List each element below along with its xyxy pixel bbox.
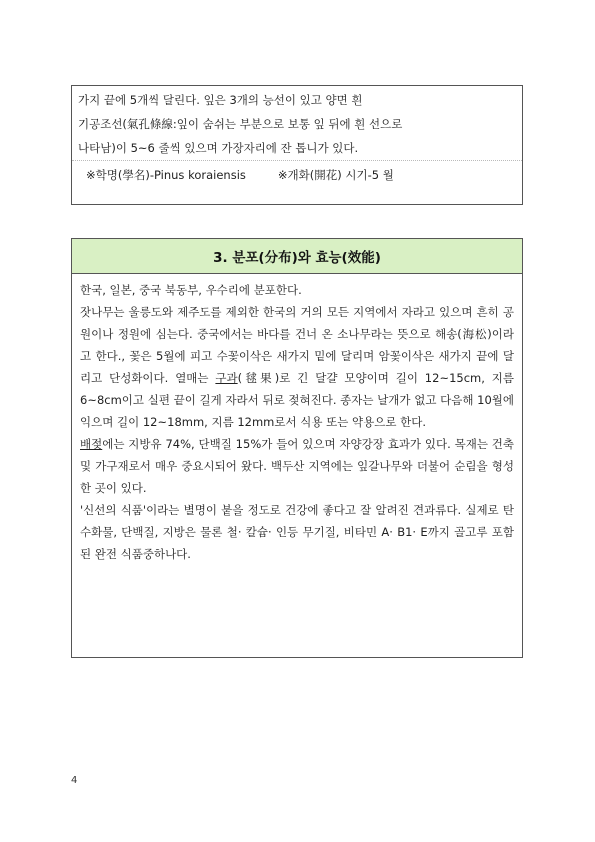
paragraph-nutrition bbox=[80, 433, 514, 499]
description-line-3: 나타남)이 5~6 줄씩 있으며 가장자리에 잔 톱니가 있다. bbox=[78, 141, 359, 155]
underlined-term-endosperm: 배젖 bbox=[80, 437, 103, 451]
description-box bbox=[71, 85, 523, 205]
underlined-term-cone: 구과 bbox=[215, 371, 238, 385]
paragraph-distribution: 한국, 일본, 중국 북동부, 우수리에 분포한다. bbox=[80, 283, 302, 297]
paragraph-description-text-2: (毬果)로 긴 달걀 모양이며 길이 12~15cm, 지름 6~8cm이고 실편 끝이 길게 자라서 뒤로 젖혀진다. 종자는 날개가 없고 다음해 10월에 익으며 길이 12~18mm, 지름 12mm로서 식용 또는 약용으로 한다. bbox=[80, 371, 514, 429]
paragraph-description-text: 잣나무는 울릉도와 제주도를 제외한 한국의 거의 모든 지역에서 자라고 있으며 흔히 공원이나 정원에 심는다. 중국에서는 바다를 건너 온 소나무라는 뜻으로 해송(海松)이라고 한다., 꽃은 5월에 피고 수꽃이삭은 새가지 밑에 달리며 암꽃이삭은 새가지 끝에 달리고 단성화이다. 열매는 bbox=[80, 305, 514, 385]
paragraph-health: '신선의 식품'이라는 별명이 붙을 정도로 건강에 좋다고 잘 알려진 견과류다. 실제로 탄수화물, 단백질, 지방은 물론 철· 칼슘· 인등 무기질, 비타민 A· B1· E까지 골고루 포함된 완전 식품중하나다. bbox=[80, 503, 514, 561]
flowering-period: ※개화(開花) 시기-5 월 bbox=[277, 168, 394, 182]
description-line-1: 가지 끝에 5개씩 달린다. 잎은 3개의 능선이 있고 양면 흰 bbox=[78, 93, 363, 107]
page-number: 4 bbox=[71, 775, 78, 786]
paragraph-description bbox=[80, 301, 514, 433]
scientific-name: ※학명(學名)-Pinus koraiensis bbox=[86, 168, 246, 182]
divider bbox=[72, 160, 522, 161]
section-box bbox=[71, 238, 523, 658]
description-line-2: 기공조선(氣孔條線:잎이 숨쉬는 부분으로 보통 잎 뒤에 흰 선으로 bbox=[78, 117, 403, 131]
section-content bbox=[72, 274, 522, 565]
paragraph-nutrition-text: 에는 지방유 74%, 단백질 15%가 들어 있으며 자양강장 효과가 있다. 목재는 건축 및 가구재로서 매우 중요시되어 왔다. 백두산 지역에는 잎갈나무와 더불어 순림을 형성한 곳이 있다. bbox=[80, 437, 514, 495]
meta-row bbox=[86, 167, 394, 183]
section-title: 3. 분포(分布)와 효능(效能) bbox=[72, 239, 522, 274]
